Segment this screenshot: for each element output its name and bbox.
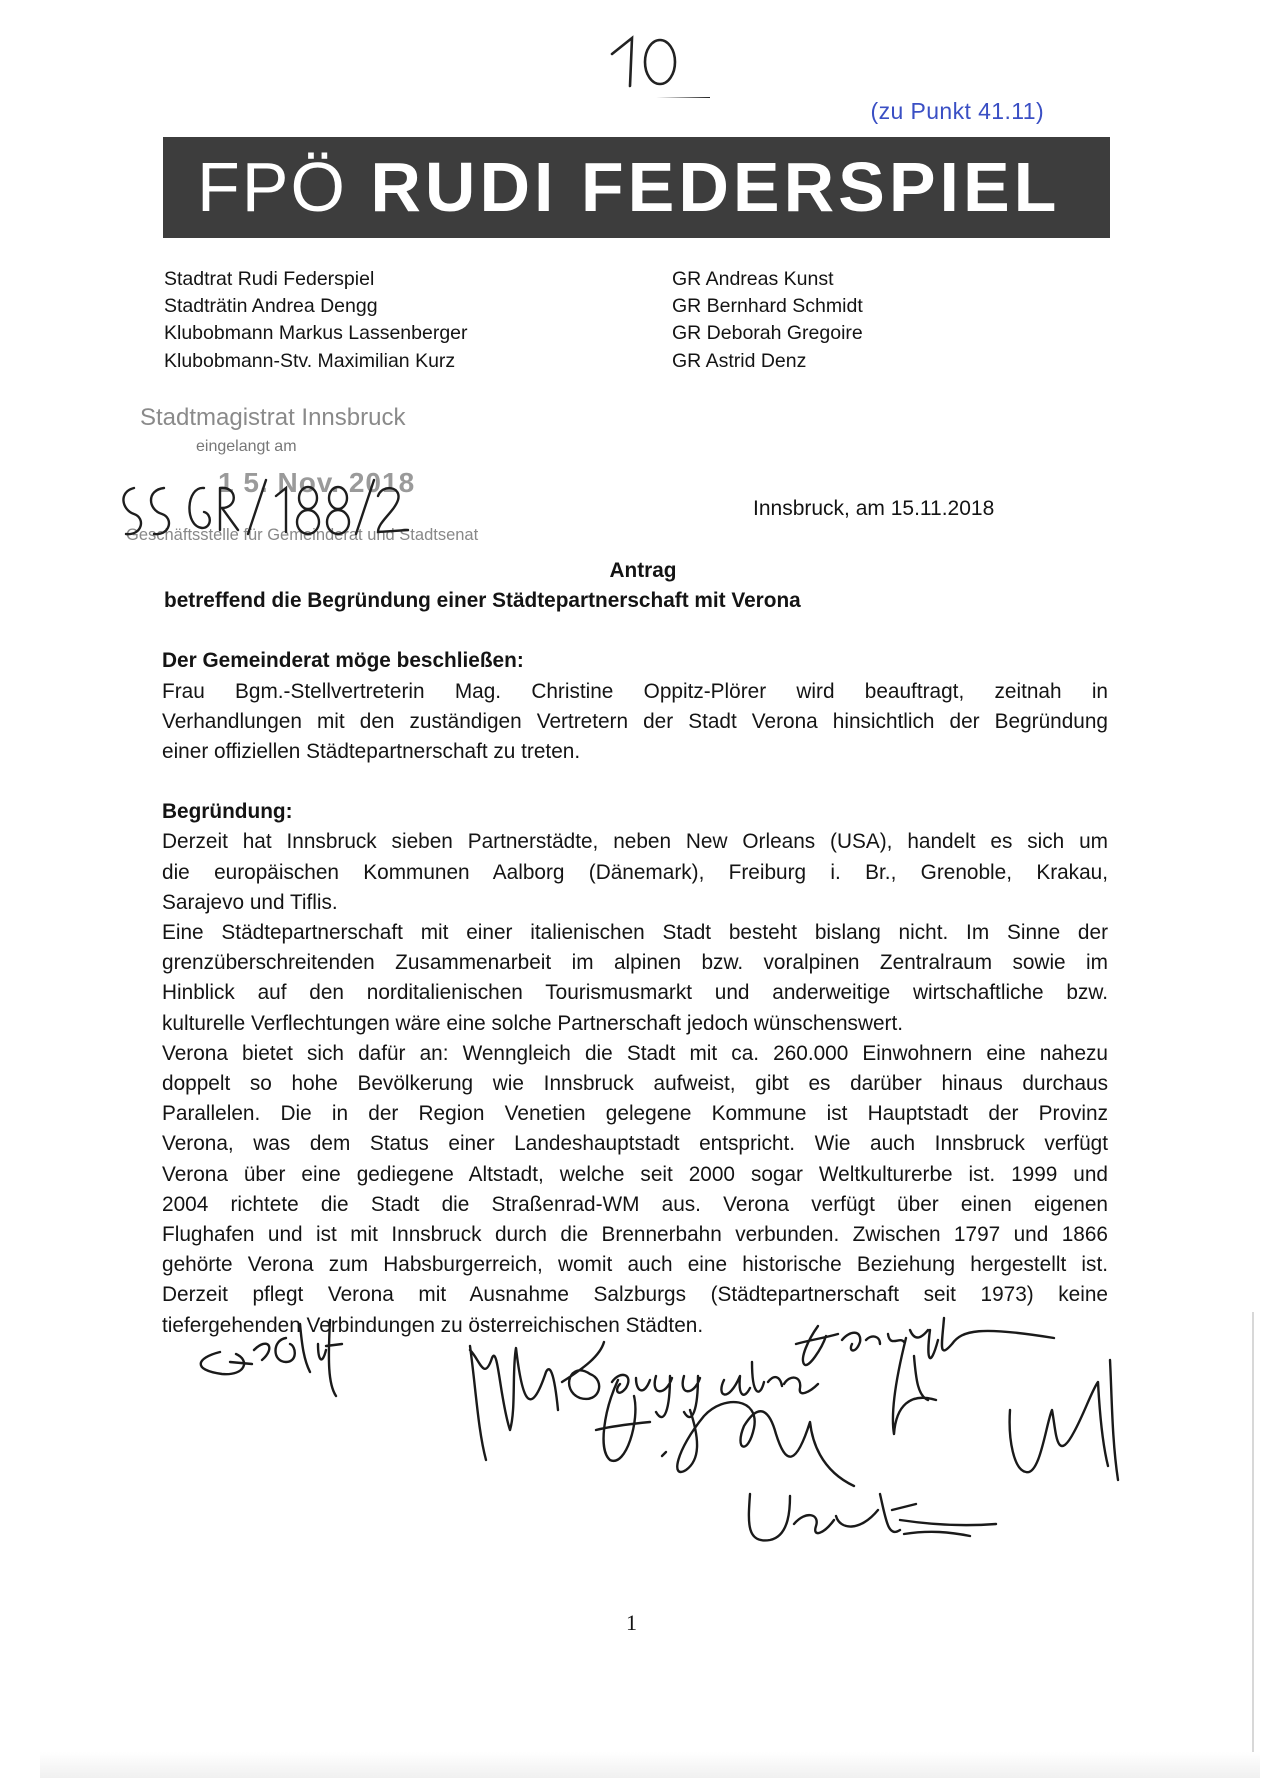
text-line: Flughafen und ist mit Innsbruck durch die Brennerbahn verbunden. Zwischen 1797 und 1866 [162, 1223, 1108, 1247]
stamp-department: Geschäftsstelle für Gemeinderat und Stadtsenat [126, 526, 479, 544]
text-line: Verona über eine gediegene Altstadt, welche seit 2000 sogar Weltkulturerbe ist. 1999 und [162, 1162, 1108, 1186]
reference-note: (zu Punkt 41.11) [870, 98, 1044, 124]
handwritten-page-number [598, 18, 718, 98]
text-line: Hinblick auf den norditalienischen Tourismusmarkt und anderweitige wirtschaftliche bzw. [162, 981, 1108, 1005]
text-line: Verhandlungen mit den zuständigen Vertretern der Stadt Verona hinsichtlich der Begründung [162, 709, 1108, 733]
text-line: Verona bietet sich dafür an: Wenngleich die Stadt mit ca. 260.000 Einwohnern eine nahezu [162, 1041, 1108, 1065]
text-line: Derzeit pflegt Verona mit Ausnahme Salzburgs (Städtepartnerschaft seit 1973) keine [162, 1283, 1108, 1307]
place-and-date: Innsbruck, am 15.11.2018 [753, 497, 995, 520]
signature-dengg-andrea [562, 1342, 818, 1417]
text-line: Eine Städtepartnerschaft mit einer italienischen Stadt besteht bislang nicht. Im Sinne der [162, 921, 1108, 945]
member-name: GR Astrid Denz [672, 349, 807, 372]
document-title: Antrag [609, 559, 677, 582]
signature [749, 1494, 996, 1540]
member-name: Klubobmann Markus Lassenberger [164, 322, 468, 345]
member-name: GR Deborah Gregoire [672, 322, 863, 345]
text-line: Parallelen. Die in der Region Venetien gelegene Kommune ist Hauptstadt der Provinz [162, 1102, 1108, 1126]
signature [470, 1346, 558, 1460]
text-line: Sarajevo und Tiflis. [162, 890, 338, 914]
document-subject: betreffend die Begründung einer Städtepartnerschaft mit Verona [164, 589, 801, 613]
text-line: Derzeit hat Innsbruck sieben Partnerstädte, neben New Orleans (USA), handelt es sich um [162, 830, 1108, 854]
text-line: tiefergehenden Verbindungen zu österreichischen Städten. [162, 1313, 704, 1337]
stamp-handwritten-reference [116, 466, 416, 556]
scan-bottom-shade [40, 1752, 1260, 1778]
stamp-date: 1 5. Nov. 2018 [218, 467, 416, 498]
justification-heading: Begründung: [162, 800, 293, 824]
stamp-received-label: eingelangt am [196, 438, 297, 455]
text-line: Verona, was dem Status einer Landeshauptstadt entspricht. Wie auch Innsbruck verfügt [162, 1132, 1108, 1156]
member-name: Stadtrat Rudi Federspiel [164, 268, 375, 290]
justification-paragraph [162, 827, 1108, 918]
text-line: gehörte Verona zum Habsburgerreich, womit auch eine historische Beziehung hergestellt ist. [162, 1253, 1108, 1277]
signature [893, 1338, 1118, 1480]
justification-paragraph [162, 918, 1108, 1039]
stamp-office: Stadtmagistrat Innsbruck [140, 404, 406, 431]
signature [596, 1380, 854, 1486]
text-line: einer offiziellen Städtepartnerschaft zu treten. [162, 740, 581, 764]
scan-edge-line [1252, 1312, 1254, 1752]
resolution-text [162, 677, 1108, 768]
resolution-heading: Der Gemeinderat möge beschließen: [162, 649, 524, 673]
text-line: die europäischen Kommunen Aalborg (Dänemark), Freiburg i. Br., Grenoble, Krakau, [162, 860, 1108, 884]
members-list-right [672, 266, 863, 375]
text-line: Frau Bgm.-Stellvertreterin Mag. Christine Oppitz-Plörer wird beauftragt, zeitnah in [162, 679, 1108, 703]
signatures-area [0, 1300, 1274, 1720]
text-line: 2004 richtete die Stadt die Straßenrad-WM aus. Verona verfügt über einen eigenen [162, 1192, 1108, 1216]
member-name: Stadträtin Andrea Dengg [164, 295, 378, 318]
signature [201, 1320, 342, 1396]
text-line: kulturelle Verflechtungen wäre eine solche Partnerschaft jedoch wünschenswert. [162, 1011, 904, 1035]
member-name: GR Bernhard Schmidt [672, 295, 863, 318]
text-line: doppelt so hohe Bevölkerung wie Innsbruck aufweist, gibt es darüber hinaus durchaus [162, 1072, 1108, 1096]
members-list-left [164, 266, 468, 375]
signature [796, 1318, 1054, 1365]
document-body [162, 556, 1108, 1341]
page-number: 1 [626, 1610, 637, 1635]
member-name: GR Andreas Kunst [672, 268, 834, 290]
justification-paragraph [162, 1039, 1108, 1341]
banner-name: RUDI FEDERSPIEL [370, 148, 1061, 226]
banner-party: FPÖ [197, 148, 347, 226]
member-name: Klubobmann-Stv. Maximilian Kurz [164, 349, 456, 372]
letterhead-banner [163, 137, 1110, 238]
text-line: grenzüberschreitenden Zusammenarbeit im alpinen bzw. voralpinen Zentralraum sowie im [162, 951, 1108, 975]
